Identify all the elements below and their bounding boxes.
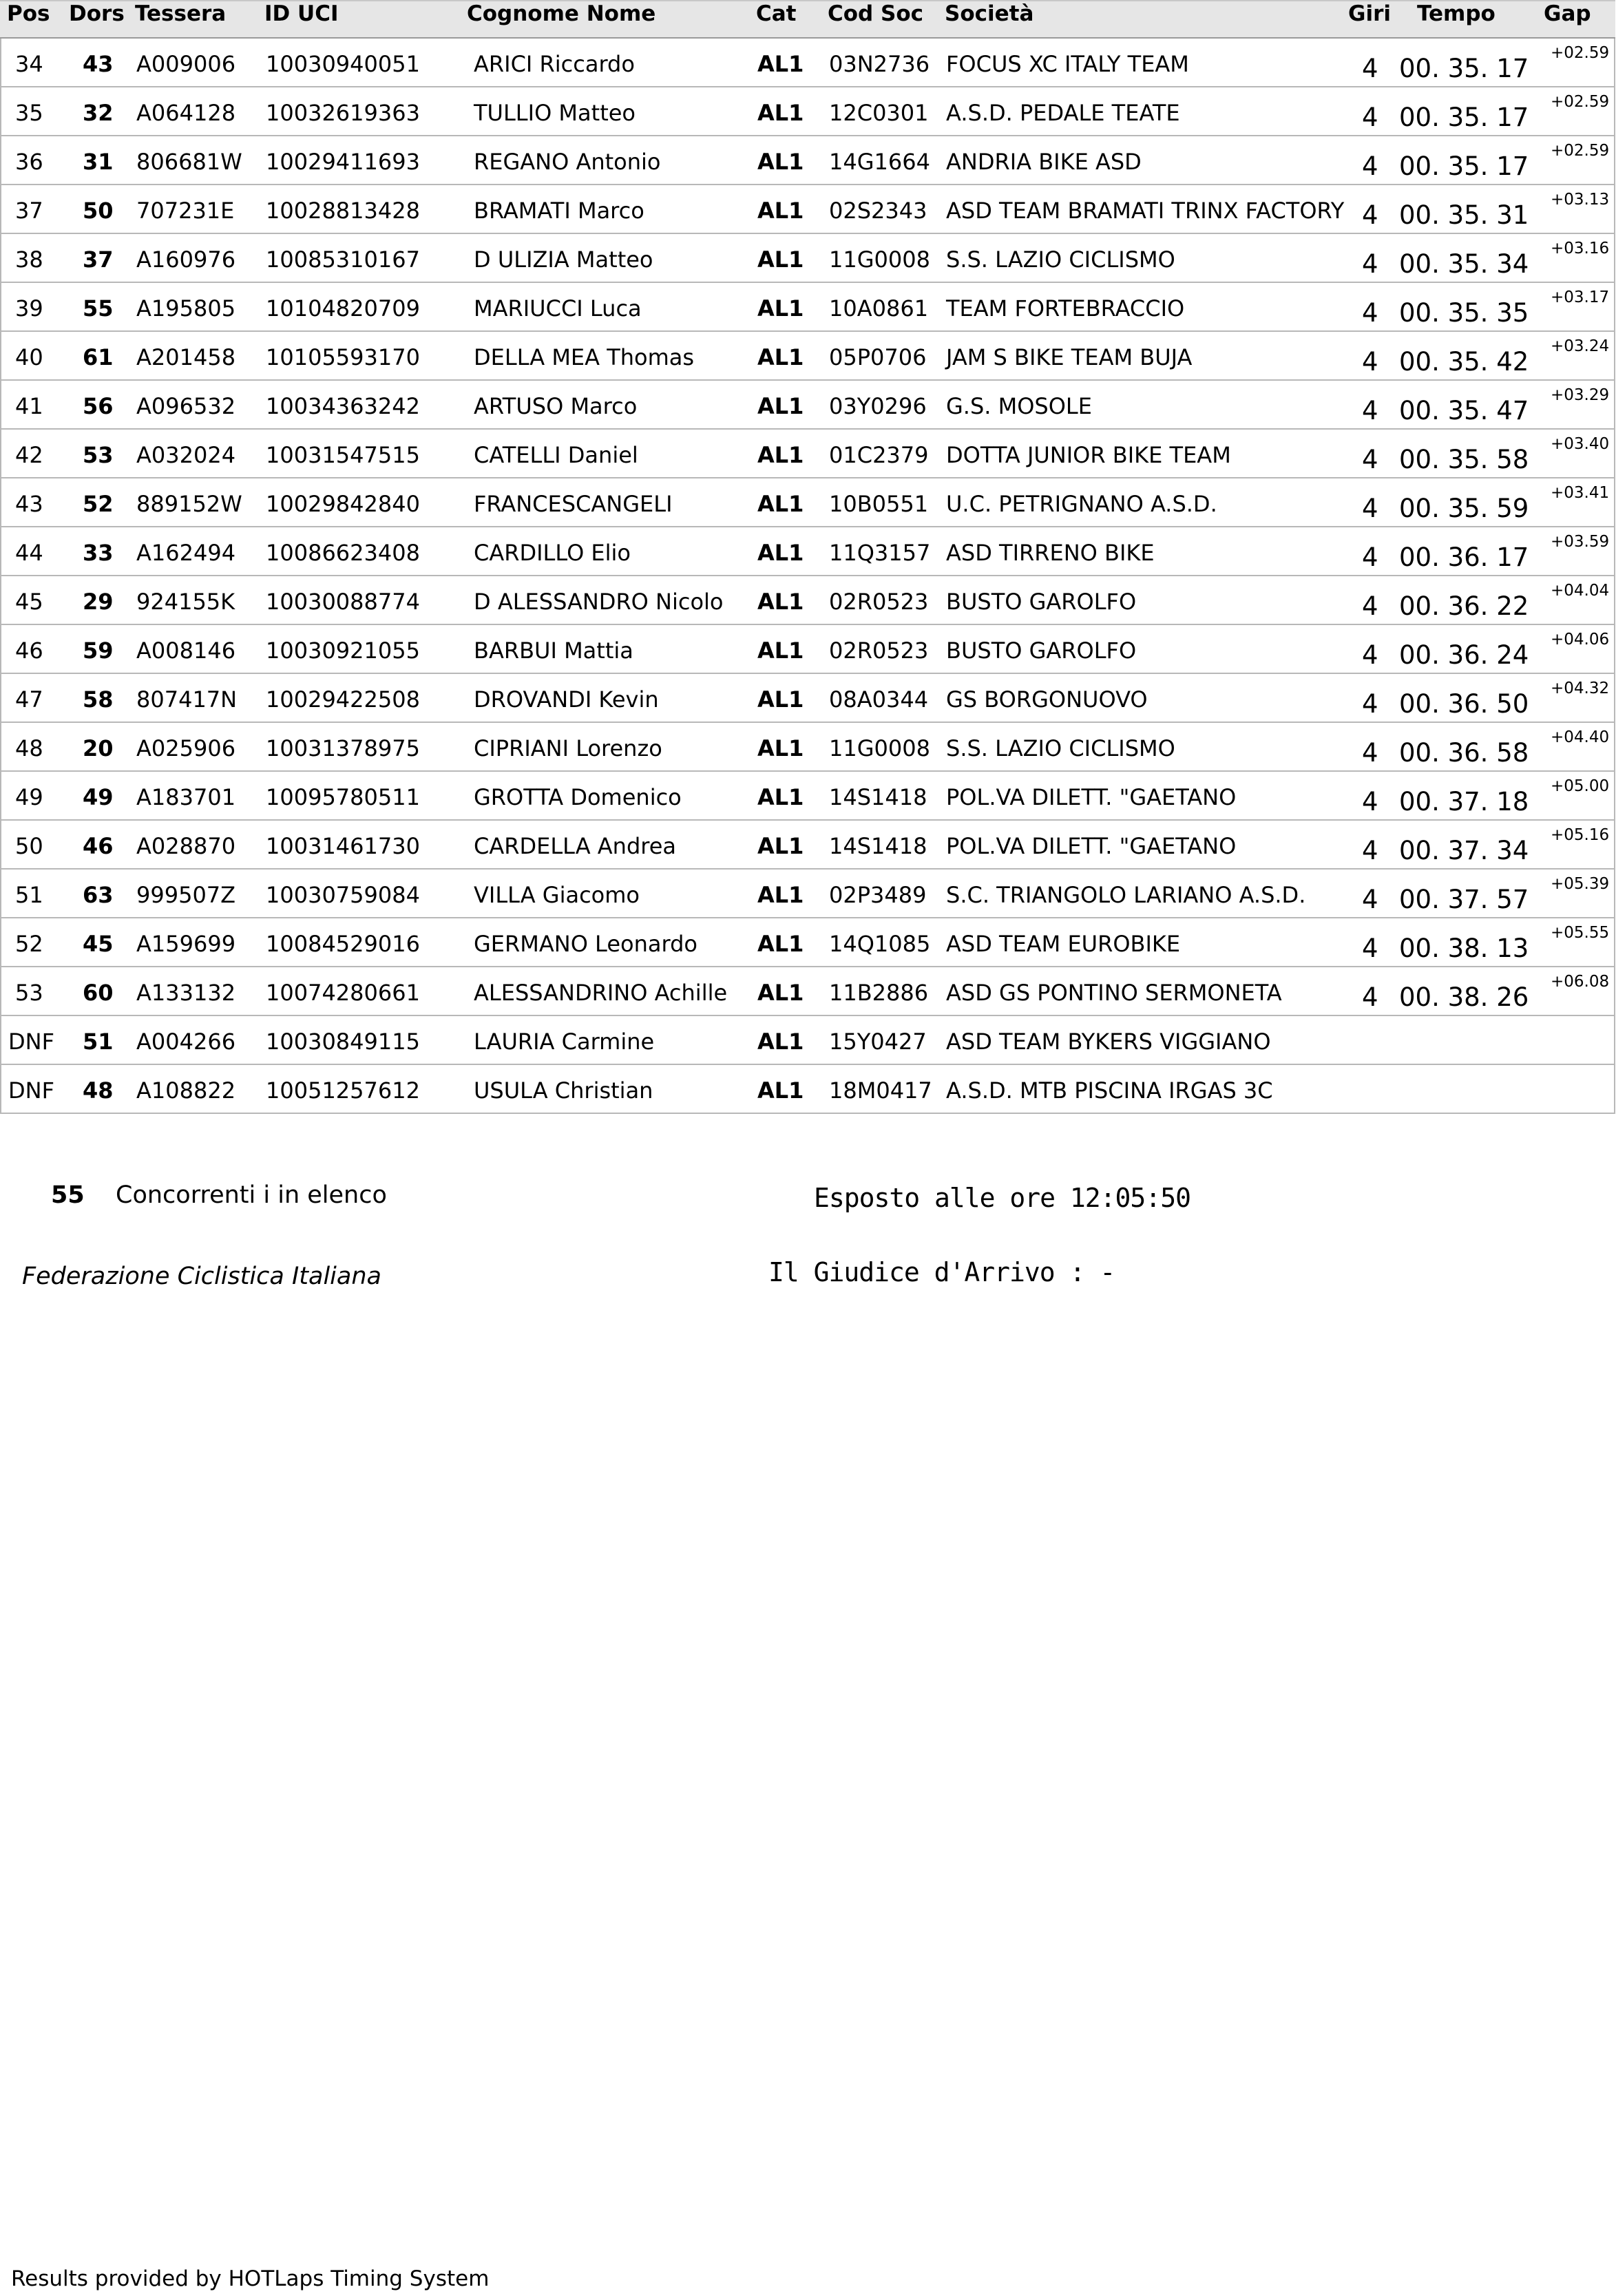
table-row — [0, 576, 1615, 625]
cell-id-uci: 10031461730 — [266, 833, 420, 859]
cell-giri: 4 — [1362, 591, 1378, 621]
cell-id-uci: 10032619363 — [266, 100, 420, 126]
table-row — [0, 870, 1615, 918]
cell-pos: 41 — [15, 393, 43, 419]
cell-giri: 4 — [1362, 982, 1378, 1012]
cell-id-uci: 10028813428 — [266, 198, 420, 224]
cell-cod-soc: 14Q1085 — [829, 931, 931, 957]
table-row — [0, 234, 1615, 283]
cell-cat: AL1 — [757, 833, 804, 859]
cell-dors: 63 — [83, 882, 114, 908]
cell-societa: ASD TEAM BRAMATI TRINX FACTORY — [946, 198, 1345, 224]
cell-id-uci: 10029422508 — [266, 686, 420, 713]
cell-tessera: A004266 — [136, 1029, 236, 1055]
results-table — [0, 0, 1615, 1114]
cell-id-uci: 10030849115 — [266, 1029, 420, 1055]
cell-tessera: A009006 — [136, 51, 236, 77]
table-row — [0, 918, 1615, 967]
header-cod-soc: Cod Soc — [828, 1, 924, 26]
cell-id-uci: 10031378975 — [266, 735, 420, 761]
cell-id-uci: 10030088774 — [266, 589, 420, 615]
cell-tessera: 806681W — [136, 149, 242, 175]
table-row — [0, 1016, 1615, 1065]
header-id-uci: ID UCI — [264, 1, 339, 26]
cell-giri: 4 — [1362, 445, 1378, 474]
cell-gap: +03.59 — [1551, 533, 1610, 551]
cell-name: FRANCESCANGELI — [474, 491, 673, 517]
table-row — [0, 185, 1615, 234]
table-row — [0, 625, 1615, 674]
cell-tessera: A108822 — [136, 1077, 236, 1104]
cell-name: USULA Christian — [474, 1077, 653, 1104]
cell-name: DELLA MEA Thomas — [474, 344, 695, 370]
cell-cat: AL1 — [757, 198, 804, 224]
cell-id-uci: 10095780511 — [266, 784, 420, 810]
table-row — [0, 527, 1615, 576]
table-row — [0, 283, 1615, 332]
cell-id-uci: 10029842840 — [266, 491, 420, 517]
cell-tessera: A028870 — [136, 833, 236, 859]
cell-tempo: 00. 35. 34 — [1399, 249, 1529, 279]
cell-societa: GS BORGONUOVO — [946, 686, 1148, 713]
cell-name: GERMANO Leonardo — [474, 931, 697, 957]
cell-cod-soc: 01C2379 — [829, 442, 929, 468]
cell-name: ARTUSO Marco — [474, 393, 638, 419]
cell-dors: 59 — [83, 638, 114, 664]
cell-pos: DNF — [8, 1077, 54, 1104]
cell-cod-soc: 03Y0296 — [829, 393, 927, 419]
cell-id-uci: 10029411693 — [266, 149, 420, 175]
cell-dors: 52 — [83, 491, 114, 517]
cell-societa: S.S. LAZIO CICLISMO — [946, 735, 1175, 761]
cell-name: DROVANDI Kevin — [474, 686, 659, 713]
cell-dors: 33 — [83, 540, 114, 566]
cell-name: CATELLI Daniel — [474, 442, 638, 468]
cell-pos: 50 — [15, 833, 43, 859]
cell-pos: 46 — [15, 638, 43, 664]
table-row — [0, 821, 1615, 870]
cell-tempo: 00. 35. 31 — [1399, 200, 1529, 230]
cell-giri: 4 — [1362, 640, 1378, 670]
cell-tempo: 00. 35. 47 — [1399, 396, 1529, 425]
cell-pos: 37 — [15, 198, 43, 224]
cell-id-uci: 10030921055 — [266, 638, 420, 664]
cell-id-uci: 10030940051 — [266, 51, 420, 77]
cell-gap: +04.32 — [1551, 680, 1610, 697]
cell-id-uci: 10051257612 — [266, 1077, 420, 1104]
cell-pos: 42 — [15, 442, 43, 468]
cell-giri: 4 — [1362, 249, 1378, 279]
cell-cod-soc: 11G0008 — [829, 735, 930, 761]
cell-name: D ULIZIA Matteo — [474, 246, 653, 273]
cell-tessera: 999507Z — [136, 882, 236, 908]
cell-tempo: 00. 35. 17 — [1399, 151, 1529, 181]
cell-gap: +03.41 — [1551, 484, 1610, 502]
competitor-count: 55 — [51, 1181, 85, 1209]
cell-pos: 44 — [15, 540, 43, 566]
cell-tessera: A133132 — [136, 980, 236, 1006]
cell-societa: ASD TEAM BYKERS VIGGIANO — [946, 1029, 1271, 1055]
cell-cat: AL1 — [757, 491, 804, 517]
cell-dors: 46 — [83, 833, 114, 859]
cell-cod-soc: 11B2886 — [829, 980, 929, 1006]
cell-name: VILLA Giacomo — [474, 882, 640, 908]
cell-giri: 4 — [1362, 151, 1378, 181]
cell-cat: AL1 — [757, 393, 804, 419]
cell-id-uci: 10030759084 — [266, 882, 420, 908]
table-row — [0, 478, 1615, 527]
cell-societa: FOCUS XC ITALY TEAM — [946, 51, 1189, 77]
cell-tessera: A195805 — [136, 295, 236, 322]
header-tessera: Tessera — [135, 1, 227, 26]
cell-pos: 36 — [15, 149, 43, 175]
cell-pos: 45 — [15, 589, 43, 615]
cell-giri: 4 — [1362, 885, 1378, 914]
cell-dors: 20 — [83, 735, 114, 761]
cell-tempo: 00. 38. 26 — [1399, 982, 1529, 1012]
cell-societa: A.S.D. PEDALE TEATE — [946, 100, 1180, 126]
cell-societa: TEAM FORTEBRACCIO — [946, 295, 1185, 322]
cell-tessera: A064128 — [136, 100, 236, 126]
exposed-time: Esposto alle ore 12:05:50 — [814, 1183, 1190, 1213]
cell-cat: AL1 — [757, 246, 804, 273]
cell-cod-soc: 11Q3157 — [829, 540, 931, 566]
cell-dors: 29 — [83, 589, 114, 615]
cell-tessera: 807417N — [136, 686, 238, 713]
cell-dors: 45 — [83, 931, 114, 957]
header-societa: Società — [945, 1, 1034, 26]
cell-cod-soc: 15Y0427 — [829, 1029, 927, 1055]
cell-dors: 51 — [83, 1029, 114, 1055]
cell-societa: ANDRIA BIKE ASD — [946, 149, 1142, 175]
cell-gap: +02.59 — [1551, 93, 1610, 111]
cell-cod-soc: 12C0301 — [829, 100, 929, 126]
cell-tessera: 924155K — [136, 589, 235, 615]
cell-pos: 34 — [15, 51, 43, 77]
table-row — [0, 136, 1615, 185]
cell-dors: 55 — [83, 295, 114, 322]
cell-gap: +03.13 — [1551, 191, 1610, 209]
cell-giri: 4 — [1362, 836, 1378, 865]
cell-cod-soc: 11G0008 — [829, 246, 930, 273]
table-body — [0, 39, 1615, 1114]
cell-tessera: A159699 — [136, 931, 236, 957]
cell-dors: 37 — [83, 246, 114, 273]
cell-cod-soc: 02R0523 — [829, 638, 929, 664]
cell-giri: 4 — [1362, 396, 1378, 425]
cell-pos: 35 — [15, 100, 43, 126]
table-row — [0, 1065, 1615, 1114]
cell-tempo: 00. 36. 58 — [1399, 738, 1529, 768]
cell-cat: AL1 — [757, 51, 804, 77]
cell-cat: AL1 — [757, 442, 804, 468]
cell-dors: 49 — [83, 784, 114, 810]
cell-tempo: 00. 36. 24 — [1399, 640, 1529, 670]
cell-cat: AL1 — [757, 1077, 804, 1104]
cell-name: ARICI Riccardo — [474, 51, 635, 77]
cell-societa: S.C. TRIANGOLO LARIANO A.S.D. — [946, 882, 1306, 908]
cell-cat: AL1 — [757, 1029, 804, 1055]
header-giri: Giri — [1348, 1, 1391, 26]
cell-dors: 48 — [83, 1077, 114, 1104]
cell-name: CARDILLO Elio — [474, 540, 631, 566]
cell-name: D ALESSANDRO Nicolo — [474, 589, 724, 615]
cell-dors: 31 — [83, 149, 114, 175]
cell-name: REGANO Antonio — [474, 149, 661, 175]
table-row — [0, 430, 1615, 478]
cell-cod-soc: 02R0523 — [829, 589, 929, 615]
cell-tessera: A008146 — [136, 638, 236, 664]
cell-tempo: 00. 35. 58 — [1399, 445, 1529, 474]
cell-name: BRAMATI Marco — [474, 198, 644, 224]
cell-cat: AL1 — [757, 686, 804, 713]
cell-id-uci: 10034363242 — [266, 393, 420, 419]
cell-cod-soc: 02P3489 — [829, 882, 927, 908]
table-row — [0, 967, 1615, 1016]
cell-pos: 39 — [15, 295, 43, 322]
cell-gap: +03.40 — [1551, 435, 1610, 453]
table-header — [0, 0, 1615, 39]
cell-name: ALESSANDRINO Achille — [474, 980, 728, 1006]
cell-id-uci: 10086623408 — [266, 540, 420, 566]
cell-name: TULLIO Matteo — [474, 100, 636, 126]
cell-cod-soc: 14S1418 — [829, 784, 927, 810]
cell-cat: AL1 — [757, 735, 804, 761]
cell-dors: 58 — [83, 686, 114, 713]
cell-societa: A.S.D. MTB PISCINA IRGAS 3C — [946, 1077, 1273, 1104]
cell-pos: 53 — [15, 980, 43, 1006]
cell-giri: 4 — [1362, 738, 1378, 768]
cell-societa: ASD TIRRENO BIKE — [946, 540, 1155, 566]
cell-cat: AL1 — [757, 100, 804, 126]
cell-gap: +02.59 — [1551, 142, 1610, 160]
cell-cod-soc: 03N2736 — [829, 51, 930, 77]
cell-tempo: 00. 36. 50 — [1399, 689, 1529, 719]
cell-societa: ASD GS PONTINO SERMONETA — [946, 980, 1282, 1006]
cell-gap: +03.29 — [1551, 386, 1610, 404]
cell-cat: AL1 — [757, 882, 804, 908]
cell-gap: +03.17 — [1551, 288, 1610, 306]
cell-gap: +05.16 — [1551, 826, 1610, 844]
cell-giri: 4 — [1362, 347, 1378, 377]
cell-giri: 4 — [1362, 934, 1378, 963]
header-pos: Pos — [7, 1, 50, 26]
table-row — [0, 87, 1615, 136]
cell-pos: DNF — [8, 1029, 54, 1055]
cell-pos: 48 — [15, 735, 43, 761]
cell-giri: 4 — [1362, 543, 1378, 572]
cell-cat: AL1 — [757, 589, 804, 615]
cell-tempo: 00. 35. 59 — [1399, 494, 1529, 523]
cell-tessera: A162494 — [136, 540, 236, 566]
header-dors: Dors — [69, 1, 125, 26]
cell-cod-soc: 14S1418 — [829, 833, 927, 859]
cell-name: LAURIA Carmine — [474, 1029, 655, 1055]
cell-societa: DOTTA JUNIOR BIKE TEAM — [946, 442, 1231, 468]
cell-tempo: 00. 37. 18 — [1399, 787, 1529, 817]
cell-giri: 4 — [1362, 54, 1378, 83]
cell-tempo: 00. 36. 22 — [1399, 591, 1529, 621]
header-nome: Cognome Nome — [467, 1, 656, 26]
cell-cod-soc: 05P0706 — [829, 344, 927, 370]
cell-dors: 43 — [83, 51, 114, 77]
cell-gap: +06.08 — [1551, 973, 1610, 991]
cell-tessera: 889152W — [136, 491, 242, 517]
table-row — [0, 772, 1615, 821]
cell-gap: +04.40 — [1551, 728, 1610, 746]
cell-societa: ASD TEAM EUROBIKE — [946, 931, 1181, 957]
cell-giri: 4 — [1362, 298, 1378, 328]
cell-cat: AL1 — [757, 638, 804, 664]
cell-dors: 61 — [83, 344, 114, 370]
cell-gap: +03.16 — [1551, 240, 1610, 257]
cell-tessera: A025906 — [136, 735, 236, 761]
cell-cod-soc: 18M0417 — [829, 1077, 932, 1104]
table-row — [0, 723, 1615, 772]
cell-name: CARDELLA Andrea — [474, 833, 677, 859]
cell-giri: 4 — [1362, 689, 1378, 719]
cell-tessera: A032024 — [136, 442, 236, 468]
timing-provider: Results provided by HOTLaps Timing System — [11, 2266, 490, 2291]
cell-pos: 51 — [15, 882, 43, 908]
cell-dors: 60 — [83, 980, 114, 1006]
cell-pos: 40 — [15, 344, 43, 370]
cell-societa: S.S. LAZIO CICLISMO — [946, 246, 1175, 273]
cell-tempo: 00. 37. 34 — [1399, 836, 1529, 865]
table-row — [0, 381, 1615, 430]
cell-pos: 49 — [15, 784, 43, 810]
cell-gap: +04.04 — [1551, 582, 1610, 600]
cell-tessera: A183701 — [136, 784, 236, 810]
cell-cod-soc: 08A0344 — [829, 686, 929, 713]
cell-gap: +03.24 — [1551, 337, 1610, 355]
cell-tessera: A201458 — [136, 344, 236, 370]
cell-dors: 50 — [83, 198, 114, 224]
cell-tempo: 00. 37. 57 — [1399, 885, 1529, 914]
cell-societa: BUSTO GAROLFO — [946, 638, 1137, 664]
cell-name: MARIUCCI Luca — [474, 295, 642, 322]
cell-dors: 56 — [83, 393, 114, 419]
cell-id-uci: 10105593170 — [266, 344, 420, 370]
cell-tessera: 707231E — [136, 198, 235, 224]
competitor-count-label: Concorrenti i in elenco — [116, 1181, 387, 1209]
cell-gap: +04.06 — [1551, 631, 1610, 649]
cell-pos: 47 — [15, 686, 43, 713]
cell-tempo: 00. 35. 17 — [1399, 103, 1529, 132]
cell-cod-soc: 14G1664 — [829, 149, 930, 175]
cell-gap: +05.39 — [1551, 875, 1610, 893]
cell-gap: +05.00 — [1551, 777, 1610, 795]
cell-tessera: A096532 — [136, 393, 236, 419]
header-cat: Cat — [756, 1, 797, 26]
cell-cat: AL1 — [757, 149, 804, 175]
table-row — [0, 39, 1615, 87]
cell-gap: +02.59 — [1551, 44, 1610, 62]
cell-id-uci: 10085310167 — [266, 246, 420, 273]
cell-cat: AL1 — [757, 540, 804, 566]
cell-dors: 53 — [83, 442, 114, 468]
cell-id-uci: 10031547515 — [266, 442, 420, 468]
cell-tempo: 00. 35. 17 — [1399, 54, 1529, 83]
cell-name: GROTTA Domenico — [474, 784, 682, 810]
cell-societa: POL.VA DILETT. "GAETANO — [946, 833, 1237, 859]
cell-cat: AL1 — [757, 344, 804, 370]
cell-cat: AL1 — [757, 295, 804, 322]
cell-id-uci: 10084529016 — [266, 931, 420, 957]
cell-cod-soc: 02S2343 — [829, 198, 927, 224]
table-row — [0, 332, 1615, 381]
finish-judge: Il Giudice d'Arrivo : - — [768, 1257, 1115, 1287]
cell-tempo: 00. 35. 35 — [1399, 298, 1529, 328]
cell-societa: JAM S BIKE TEAM BUJA — [946, 344, 1193, 370]
cell-societa: G.S. MOSOLE — [946, 393, 1092, 419]
cell-tessera: A160976 — [136, 246, 236, 273]
cell-gap: +05.55 — [1551, 924, 1610, 942]
cell-societa: BUSTO GAROLFO — [946, 589, 1137, 615]
header-tempo: Tempo — [1417, 1, 1496, 26]
cell-pos: 52 — [15, 931, 43, 957]
cell-tempo: 00. 38. 13 — [1399, 934, 1529, 963]
cell-pos: 43 — [15, 491, 43, 517]
cell-cod-soc: 10B0551 — [829, 491, 929, 517]
cell-name: CIPRIANI Lorenzo — [474, 735, 662, 761]
cell-cat: AL1 — [757, 784, 804, 810]
cell-pos: 38 — [15, 246, 43, 273]
cell-giri: 4 — [1362, 494, 1378, 523]
cell-name: BARBUI Mattia — [474, 638, 633, 664]
federation-name: Federazione Ciclistica Italiana — [22, 1263, 381, 1290]
header-gap: Gap — [1544, 1, 1591, 26]
cell-cod-soc: 10A0861 — [829, 295, 929, 322]
cell-cat: AL1 — [757, 931, 804, 957]
table-row — [0, 674, 1615, 723]
cell-societa: U.C. PETRIGNANO A.S.D. — [946, 491, 1217, 517]
cell-giri: 4 — [1362, 103, 1378, 132]
cell-tempo: 00. 35. 42 — [1399, 347, 1529, 377]
cell-tempo: 00. 36. 17 — [1399, 543, 1529, 572]
cell-giri: 4 — [1362, 200, 1378, 230]
cell-giri: 4 — [1362, 787, 1378, 817]
cell-id-uci: 10074280661 — [266, 980, 420, 1006]
cell-id-uci: 10104820709 — [266, 295, 420, 322]
cell-cat: AL1 — [757, 980, 804, 1006]
cell-dors: 32 — [83, 100, 114, 126]
cell-societa: POL.VA DILETT. "GAETANO — [946, 784, 1237, 810]
